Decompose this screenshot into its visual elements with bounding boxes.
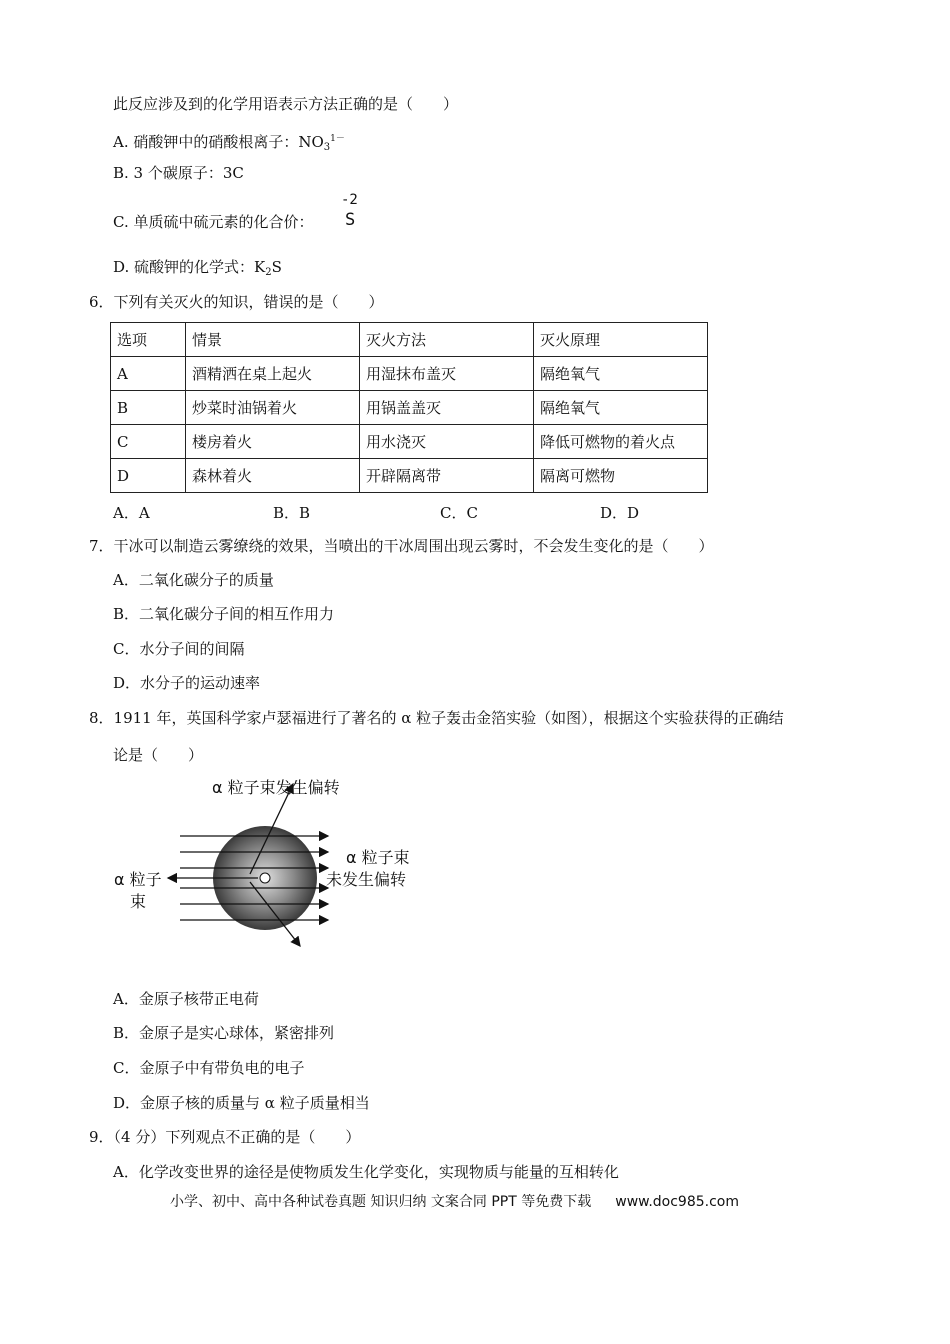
q5-option-c-text: C. 单质硫中硫元素的化合价： <box>113 213 314 231</box>
table-cell: 开辟隔离带 <box>360 459 534 493</box>
table-cell: 森林着火 <box>186 459 360 493</box>
table-header-cell: 灭火方法 <box>360 323 534 357</box>
table-cell: 用湿抹布盖灭 <box>360 357 534 391</box>
q5-option-d-text: D. 硫酸钾的化学式：K <box>113 258 266 276</box>
q5-option-a-sub: 3 <box>323 142 331 153</box>
q7-option-d: D．水分子的运动速率 <box>113 674 261 692</box>
q6-stem: 6．下列有关灭火的知识，错误的是（ ） <box>89 293 384 311</box>
q8-option-c: C．金原子中有带负电的电子 <box>113 1059 305 1077</box>
q5-option-a-sup: 1－ <box>330 134 345 144</box>
table-cell: 隔绝氧气 <box>534 357 708 391</box>
footer-url[interactable]: www.doc985.com <box>615 1194 739 1210</box>
table-cell: D <box>111 459 186 493</box>
q8-option-d: D．金原子核的质量与 α 粒子质量相当 <box>113 1094 370 1112</box>
q5-option-a-text: A. 硝酸钾中的硝酸根离子：NO <box>113 133 324 151</box>
q5-option-b: B. 3 个碳原子：3C <box>113 164 244 182</box>
q6-option-b: B．B <box>273 504 311 522</box>
q5-option-c-charge: -2 <box>341 192 358 208</box>
q5-option-a <box>113 129 345 158</box>
q7-option-a: A．二氧化碳分子的质量 <box>113 571 274 589</box>
table-cell: 隔绝氧气 <box>534 391 708 425</box>
q9-stem: 9．（4 分）下列观点不正确的是（ ） <box>89 1128 361 1146</box>
q7-stem: 7．干冰可以制造云雾缭绕的效果，当喷出的干冰周围出现云雾时，不会发生变化的是（ ） <box>89 537 714 555</box>
table-cell: 用水浇灭 <box>360 425 534 459</box>
table-cell: A <box>111 357 186 391</box>
label-alpha-beam-2: 束 <box>130 892 147 911</box>
table-cell: 酒精洒在桌上起火 <box>186 357 360 391</box>
q5-stem: 此反应涉及到的化学用语表示方法正确的是（ ） <box>113 95 459 113</box>
q8-stem-line1: 8．1911 年，英国科学家卢瑟福进行了著名的 α 粒子轰击金箔实验（如图），根据这个实验获得的正确结 <box>89 709 784 727</box>
q6-options <box>113 502 713 522</box>
table-row <box>111 459 708 493</box>
q5-option-d-end: S <box>271 258 282 276</box>
table-cell: 隔离可燃物 <box>534 459 708 493</box>
q6-option-c: C．C <box>440 504 478 522</box>
label-deflected: α 粒子束发生偏转 <box>212 778 340 797</box>
q5-option-d <box>113 257 282 283</box>
q7-option-b: B．二氧化碳分子间的相互作用力 <box>113 605 335 623</box>
q6-option-a: A．A <box>113 504 150 522</box>
nucleus <box>260 873 270 883</box>
table-cell: 降低可燃物的着火点 <box>534 425 708 459</box>
table-row <box>111 357 708 391</box>
q8-option-a: A．金原子核带正电荷 <box>113 990 259 1008</box>
q6-table <box>110 322 708 493</box>
q5-option-d-sub: 2 <box>265 267 272 278</box>
table-row <box>111 391 708 425</box>
q6-option-d: D．D <box>600 504 640 522</box>
table-cell: 楼房着火 <box>186 425 360 459</box>
rutherford-experiment-figure <box>110 770 430 970</box>
table-header-cell: 情景 <box>186 323 360 357</box>
q8-stem-line2: 论是（ ） <box>113 746 204 764</box>
table-cell: 炒菜时油锅着火 <box>186 391 360 425</box>
table-cell: C <box>111 425 186 459</box>
q7-option-c: C．水分子间的间隔 <box>113 640 245 658</box>
table-header-cell: 灭火原理 <box>534 323 708 357</box>
q5-option-c-symbol: S <box>345 210 356 230</box>
table-row <box>111 425 708 459</box>
q8-option-b: B．金原子是实心球体，紧密排列 <box>113 1024 335 1042</box>
q9-option-a: A．化学改变世界的途径是使物质发生化学变化，实现物质与能量的互相转化 <box>113 1163 619 1181</box>
table-header-row <box>111 323 708 357</box>
footer-text: 小学、初中、高中各种试卷真题 知识归纳 文案合同 PPT 等免费下载 <box>170 1194 592 1210</box>
page-footer <box>170 1191 739 1211</box>
table-header-cell: 选项 <box>111 323 186 357</box>
label-undeflected-2: 未发生偏转 <box>326 870 407 889</box>
label-alpha-beam-1: α 粒子 <box>114 870 162 889</box>
label-undeflected-1: α 粒子束 <box>346 848 410 867</box>
table-cell: 用锅盖盖灭 <box>360 391 534 425</box>
table-cell: B <box>111 391 186 425</box>
